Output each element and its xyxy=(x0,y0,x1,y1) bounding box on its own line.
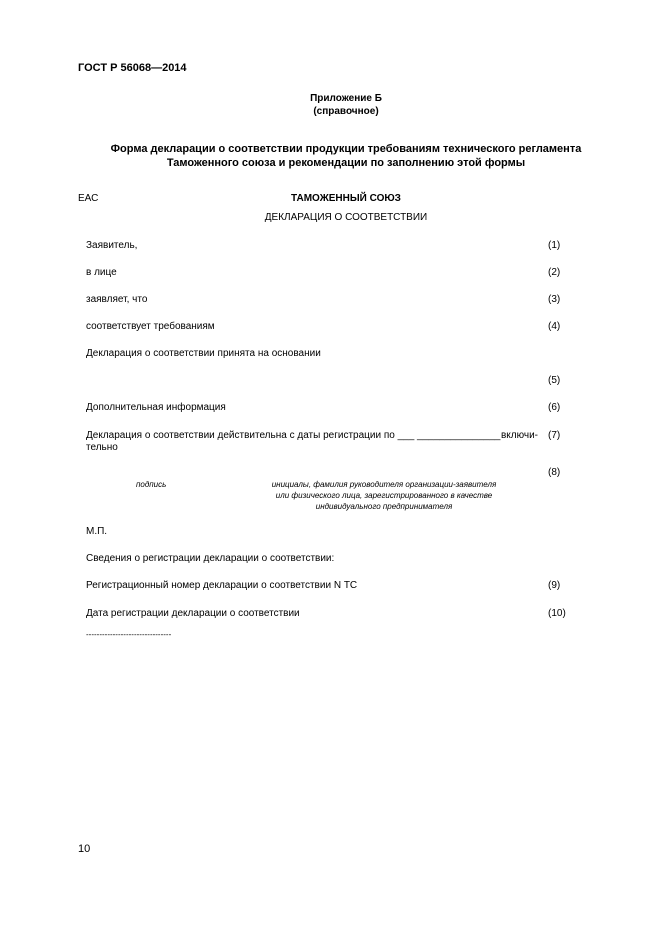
field-number-6: (6) xyxy=(548,402,561,413)
eac-mark: ЕАС xyxy=(78,193,99,204)
field-number-4: (4) xyxy=(548,321,561,332)
appendix-type: (справочное) xyxy=(313,106,379,117)
field-number-8: (8) xyxy=(548,467,561,478)
field-number-3: (3) xyxy=(548,294,561,305)
declares-label: заявляет, что xyxy=(86,294,148,305)
footnote-separator: -------------------------------- xyxy=(86,630,172,639)
complies-label: соответствует требованиям xyxy=(86,321,215,332)
page-number: 10 xyxy=(78,843,91,855)
registration-date-label: Дата регистрации декларации о соответствии xyxy=(86,608,300,619)
field-number-2: (2) xyxy=(548,267,561,278)
person-caption-line1: инициалы, фамилия руководителя организации-заявителя xyxy=(271,480,497,489)
form-title-line1: Форма декларации о соответствии продукции требованиям технического регламента xyxy=(110,143,582,155)
signature-caption: подпись xyxy=(136,480,167,489)
additional-info-label: Дополнительная информация xyxy=(86,402,226,413)
stamp-place: М.П. xyxy=(86,526,108,537)
field-number-7: (7) xyxy=(548,430,561,441)
represented-by-label: в лице xyxy=(86,267,117,278)
appendix-title: Приложение Б xyxy=(310,93,382,104)
validity-line2: тельно xyxy=(86,442,118,453)
registration-number-label: Регистрационный номер декларации о соответствии N ТС xyxy=(86,580,358,591)
field-number-5: (5) xyxy=(548,375,561,386)
registration-heading: Сведения о регистрации декларации о соответствии: xyxy=(86,553,335,564)
declaration-heading: ДЕКЛАРАЦИЯ О СООТВЕТСТВИИ xyxy=(264,212,428,223)
customs-union-heading: ТАМОЖЕННЫЙ СОЮЗ xyxy=(291,193,401,204)
basis-label: Декларация о соответствии принята на основании xyxy=(86,348,321,359)
standard-number: ГОСТ Р 56068—2014 xyxy=(78,62,187,74)
person-caption-line3: индивидуального предпринимателя xyxy=(315,502,453,511)
field-number-1: (1) xyxy=(548,240,561,251)
field-number-10: (10) xyxy=(548,608,566,619)
field-number-9: (9) xyxy=(548,580,561,591)
person-caption-line2: или физического лица, зарегистрированного в качестве xyxy=(275,491,493,500)
validity-statement xyxy=(86,430,538,454)
person-caption xyxy=(244,479,524,512)
applicant-label: Заявитель, xyxy=(86,240,138,251)
validity-text: Декларация о соответствии действительна с даты регистрации по ___ _______________ xyxy=(86,430,501,441)
form-title-line2: Таможенного союза и рекомендации по заполнению этой формы xyxy=(166,157,526,169)
validity-tail: включи- xyxy=(500,430,538,441)
